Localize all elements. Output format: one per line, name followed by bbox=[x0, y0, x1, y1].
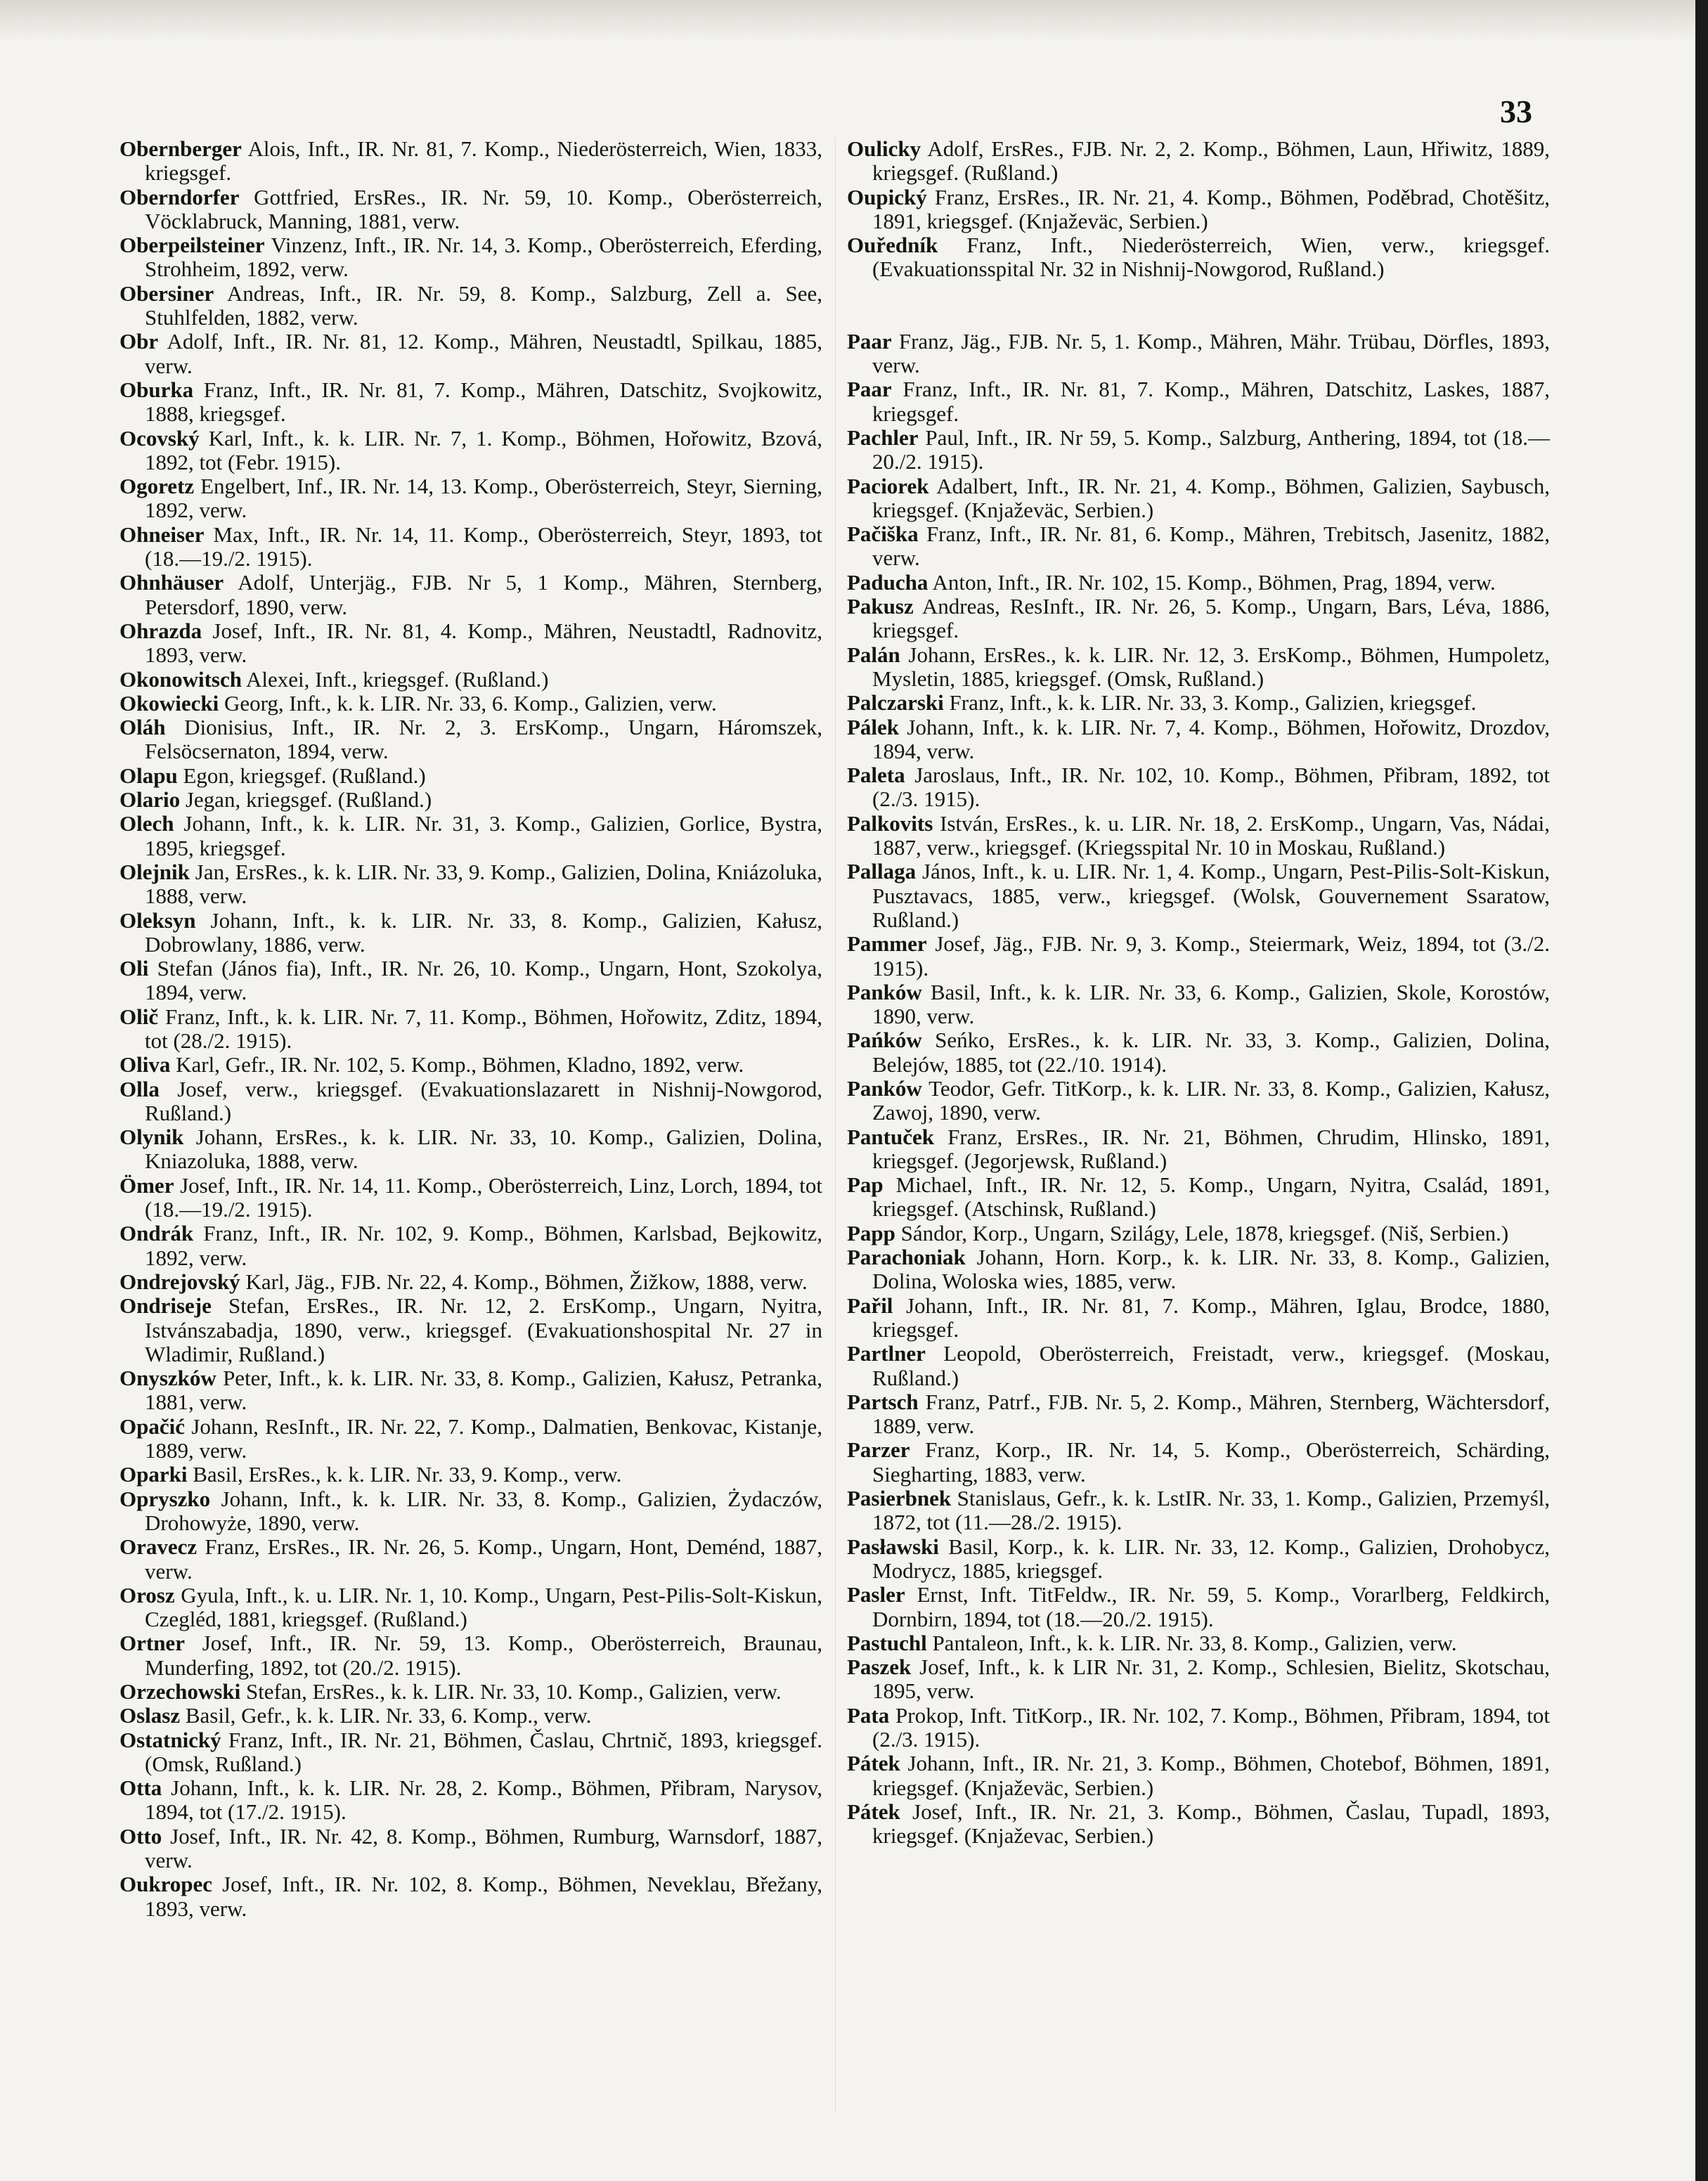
register-entry bbox=[847, 763, 1550, 812]
register-entry bbox=[119, 1704, 822, 1728]
entry-surname: Ogoretz bbox=[119, 474, 195, 499]
register-entry bbox=[119, 523, 822, 571]
entry-details: Basil, Gefr., k. k. LIR. Nr. 33, 6. Komp., verw. bbox=[185, 1703, 592, 1728]
entry-surname: Palán bbox=[847, 642, 900, 667]
entry-surname: Oberpeilsteiner bbox=[119, 233, 265, 258]
entry-surname: Pastuchl bbox=[847, 1630, 927, 1655]
register-entry bbox=[847, 812, 1550, 860]
entry-details: Adolf, ErsRes., FJB. Nr. 2, 2. Komp., Böhmen, Laun, Hřiwitz, 1889, kriegsgef. (Rußland.) bbox=[872, 136, 1550, 186]
entry-details: Michael, Inft., IR. Nr. 12, 5. Komp., Ungarn, Nyitra, Család, 1891, kriegsgef. (Atschinsk, Rußland.) bbox=[872, 1172, 1550, 1222]
register-entry bbox=[119, 812, 822, 860]
register-entry bbox=[119, 378, 822, 427]
entry-details: Josef, Jäg., FJB. Nr. 9, 3. Komp., Steiermark, Weiz, 1894, tot (3./2. 1915). bbox=[872, 931, 1551, 981]
entry-surname: Panków bbox=[847, 979, 922, 1004]
entry-surname: Pátek bbox=[847, 1751, 900, 1776]
register-entry bbox=[119, 427, 822, 475]
register-entry bbox=[119, 1872, 822, 1921]
entry-surname: Palkovits bbox=[847, 810, 933, 836]
entry-surname: Partsch bbox=[847, 1389, 919, 1414]
entry-details: Karl, Gefr., IR. Nr. 102, 5. Komp., Böhmen, Kladno, 1892, verw. bbox=[176, 1052, 744, 1077]
register-entry bbox=[847, 1222, 1550, 1245]
scan-top-edge bbox=[0, 0, 1708, 42]
entry-surname: Oravecz bbox=[119, 1534, 198, 1560]
entry-surname: Pammer bbox=[847, 931, 927, 957]
register-entry bbox=[847, 932, 1550, 981]
register-entry bbox=[847, 1245, 1550, 1294]
entry-surname: Orzechowski bbox=[119, 1679, 241, 1704]
entry-details: Franz, Jäg., FJB. Nr. 5, 1. Komp., Mähren, Mähr. Trübau, Dörfles, 1893, verw. bbox=[872, 328, 1551, 378]
entry-surname: Pakusz bbox=[847, 594, 914, 619]
entry-surname: Paleta bbox=[847, 763, 905, 788]
register-entry bbox=[119, 282, 822, 330]
register-entry bbox=[847, 1655, 1550, 1704]
register-entry bbox=[119, 1680, 822, 1704]
entry-details: Alexei, Inft., kriegsgef. (Rußland.) bbox=[246, 666, 549, 692]
entry-surname: Paar bbox=[847, 328, 892, 354]
register-entry bbox=[119, 764, 822, 788]
entry-details: Josef, Inft., k. k LIR Nr. 31, 2. Komp., Schlesien, Bielitz, Skotschau, 1895, verw. bbox=[872, 1655, 1551, 1704]
entry-details: Dionisius, Inft., IR. Nr. 2, 3. ErsKomp., Ungarn, Háromszek, Felsöcsernaton, 1894, verw. bbox=[145, 715, 822, 764]
entry-details: Josef, Inft., IR. Nr. 81, 4. Komp., Mähren, Neustadtl, Radnovitz, 1893, verw. bbox=[145, 618, 822, 668]
register-entry bbox=[847, 522, 1550, 571]
entry-surname: Ocovský bbox=[119, 425, 200, 451]
entry-details: Gyula, Inft., k. u. LIR. Nr. 1, 10. Komp., Ungarn, Pest-Pilis-Solt-Kiskun, Czegléd, 1881, kriegsgef. (Rußland.) bbox=[145, 1582, 823, 1632]
register-entry bbox=[119, 957, 822, 1005]
entry-surname: Olapu bbox=[119, 763, 178, 788]
entry-details: Josef, Inft., IR. Nr. 14, 11. Komp., Oberösterreich, Linz, Lorch, 1894, tot (18.—19./2. 1915). bbox=[145, 1172, 823, 1222]
register-entry bbox=[119, 619, 822, 668]
entry-details: Andreas, Inft., IR. Nr. 59, 8. Komp., Salzburg, Zell a. See, Stuhlfelden, 1882, verw. bbox=[145, 280, 822, 330]
entry-details: Karl, Jäg., FJB. Nr. 22, 4. Komp., Böhmen, Žižkow, 1888, verw. bbox=[245, 1269, 808, 1294]
entry-surname: Opryszko bbox=[119, 1486, 211, 1511]
entry-surname: Paszek bbox=[847, 1655, 912, 1680]
entry-surname: Oleksyn bbox=[119, 907, 196, 933]
register-entry bbox=[847, 595, 1550, 643]
entry-surname: Paciorek bbox=[847, 473, 929, 498]
entry-details: Peter, Inft., k. k. LIR. Nr. 33, 8. Komp., Galizien, Kałusz, Petranka, 1881, verw. bbox=[145, 1366, 822, 1415]
entry-surname: Ohneiser bbox=[119, 522, 205, 547]
entry-details: Franz, ErsRes., IR. Nr. 21, 4. Komp., Böhmen, Poděbrad, Chotěšitz, 1891, kriegsgef. (Knjaževäc, Serbien.) bbox=[872, 184, 1550, 233]
entry-details: Stanislaus, Gefr., k. k. LstIR. Nr. 33, 1. Komp., Galizien, Przemyśl, 1872, tot (11.—28./2. 1915). bbox=[872, 1486, 1550, 1535]
entry-details: Jan, ErsRes., k. k. LIR. Nr. 33, 9. Komp., Galizien, Dolina, Kniázoluka, 1888, verw. bbox=[145, 859, 822, 909]
register-entry bbox=[847, 1752, 1550, 1800]
entry-surname: Obr bbox=[119, 329, 159, 354]
entry-details: Franz, Patrf., FJB. Nr. 5, 2. Komp., Mähren, Sternberg, Wächtersdorf, 1889, verw. bbox=[872, 1389, 1551, 1439]
entry-details: Johann, Horn. Korp., k. k. LIR. Nr. 33, 8. Komp., Galizien, Dolina, Woloska wies, 1885, verw. bbox=[872, 1245, 1550, 1294]
entry-surname: Parachoniak bbox=[847, 1245, 966, 1270]
entry-details: Anton, Inft., IR. Nr. 102, 15. Komp., Böhmen, Prag, 1894, verw. bbox=[932, 569, 1496, 595]
entry-surname: Pap bbox=[847, 1172, 884, 1198]
register-entry bbox=[847, 860, 1550, 932]
column-divider bbox=[835, 137, 836, 2112]
entry-surname: Parzer bbox=[847, 1437, 910, 1463]
register-entry bbox=[847, 1704, 1550, 1752]
entry-details: Adolf, Inft., IR. Nr. 81, 12. Komp., Mähren, Neustadtl, Spilkau, 1885, verw. bbox=[145, 329, 822, 378]
register-entry bbox=[119, 1728, 822, 1777]
register-entry bbox=[119, 571, 822, 619]
entry-details: Basil, ErsRes., k. k. LIR. Nr. 33, 9. Komp., verw. bbox=[193, 1462, 622, 1487]
register-entry bbox=[847, 981, 1550, 1029]
entry-details: Franz, Inft., IR. Nr. 81, 7. Komp., Mähren, Datschitz, Svojkowitz, 1888, kriegsgef. bbox=[145, 377, 823, 427]
register-entry bbox=[119, 330, 822, 378]
entry-surname: Oslasz bbox=[119, 1703, 181, 1728]
register-entry bbox=[119, 474, 822, 523]
entry-details: Josef, Inft., IR. Nr. 21, 3. Komp., Böhmen, Časlau, Tupadl, 1893, kriegsgef. (Knjaževac, Serbien.) bbox=[872, 1799, 1550, 1849]
entry-surname: Pallaga bbox=[847, 859, 917, 884]
entry-details: Johann, Inft., k. k. LIR. Nr. 31, 3. Komp., Galizien, Gorlice, Bystra, 1895, kriegsgef. bbox=[145, 811, 822, 860]
register-entry bbox=[847, 330, 1550, 378]
entry-surname: Oparki bbox=[119, 1462, 188, 1487]
register-entry bbox=[119, 716, 822, 764]
register-entry bbox=[847, 1390, 1550, 1439]
entry-surname: Ohrazda bbox=[119, 618, 202, 643]
register-entry bbox=[119, 788, 822, 812]
register-entry bbox=[847, 1487, 1550, 1535]
right-column-o-section bbox=[847, 137, 1550, 282]
register-entry bbox=[847, 426, 1550, 474]
register-entry bbox=[847, 1294, 1550, 1342]
register-entry bbox=[119, 1222, 822, 1270]
entry-details: Franz, Korp., IR. Nr. 14, 5. Komp., Oberösterreich, Schärding, Siegharting, 1883, verw. bbox=[872, 1437, 1551, 1487]
entry-surname: Obernberger bbox=[119, 136, 242, 161]
register-entry bbox=[119, 186, 822, 234]
entry-surname: Pańków bbox=[847, 1028, 922, 1053]
register-entry bbox=[119, 1294, 822, 1366]
entry-details: Stefan, ErsRes., k. k. LIR. Nr. 33, 10. Komp., Galizien, verw. bbox=[245, 1679, 782, 1704]
entry-details: Max, Inft., IR. Nr. 14, 11. Komp., Oberösterreich, Steyr, 1893, tot (18.—19./2. 1915). bbox=[145, 522, 822, 571]
entry-surname: Oli bbox=[119, 956, 149, 981]
left-column bbox=[119, 137, 822, 1921]
register-entry bbox=[847, 691, 1550, 715]
register-entry bbox=[119, 1487, 822, 1536]
register-entry bbox=[847, 643, 1550, 692]
entry-details: Gottfried, ErsRes., IR. Nr. 59, 10. Komp., Oberösterreich, Vöcklabruck, Manning, 1881, verw. bbox=[145, 184, 823, 233]
register-entry bbox=[119, 137, 822, 186]
entry-surname: Pátek bbox=[847, 1799, 900, 1824]
entry-surname: Otto bbox=[119, 1823, 162, 1849]
entry-details: Franz, Inft., k. k. LIR. Nr. 33, 3. Komp., Galizien, kriegsgef. bbox=[949, 690, 1477, 716]
entry-surname: Pachler bbox=[847, 425, 919, 450]
entry-details: Karl, Inft., k. k. LIR. Nr. 7, 1. Komp., Böhmen, Hořowitz, Bzová, 1892, tot (Febr. 1915). bbox=[145, 425, 823, 474]
entry-surname: Palczarski bbox=[847, 690, 944, 716]
entry-surname: Partlner bbox=[847, 1341, 926, 1366]
entry-details: Jaroslaus, Inft., IR. Nr. 102, 10. Komp., Böhmen, Přibram, 1892, tot (2./3. 1915). bbox=[872, 763, 1550, 812]
entry-details: Pantaleon, Inft., k. k. LIR. Nr. 33, 8. Komp., Galizien, verw. bbox=[932, 1630, 1457, 1655]
entry-surname: Pantuček bbox=[847, 1124, 934, 1149]
register-entry bbox=[119, 1415, 822, 1463]
entry-surname: Onyszków bbox=[119, 1366, 216, 1391]
register-entry bbox=[847, 474, 1550, 523]
entry-surname: Olario bbox=[119, 787, 181, 813]
register-entry bbox=[847, 1631, 1550, 1655]
entry-surname: Ohnhäuser bbox=[119, 570, 224, 595]
entry-surname: Pařil bbox=[847, 1293, 893, 1318]
register-entry bbox=[847, 186, 1550, 234]
entry-details: Paul, Inft., IR. Nr 59, 5. Komp., Salzburg, Anthering, 1894, tot (18.—20./2. 1915). bbox=[872, 425, 1550, 474]
entry-details: Basil, Korp., k. k. LIR. Nr. 33, 12. Komp., Galizien, Drohobycz, Modrycz, 1885, kriegsgef. bbox=[872, 1534, 1551, 1583]
entry-details: Leopold, Oberösterreich, Freistadt, verw., kriegsgef. (Moskau, Rußland.) bbox=[872, 1341, 1550, 1390]
register-entry bbox=[119, 1776, 822, 1825]
register-entry bbox=[847, 1028, 1550, 1077]
entry-details: Franz, Inft., IR. Nr. 81, 6. Komp., Mähren, Trebitsch, Jasenitz, 1882, verw. bbox=[872, 522, 1551, 571]
register-entry bbox=[119, 1631, 822, 1680]
entry-surname: Oulicky bbox=[847, 136, 921, 161]
entry-surname: Olech bbox=[119, 811, 174, 836]
entry-surname: Olla bbox=[119, 1076, 160, 1101]
register-entry bbox=[847, 1583, 1550, 1631]
entry-details: Josef, Inft., IR. Nr. 102, 8. Komp., Böhmen, Neveklau, Břežany, 1893, verw. bbox=[145, 1872, 823, 1921]
entry-surname: Paar bbox=[847, 377, 892, 402]
register-entry bbox=[119, 1077, 822, 1126]
entry-details: Adalbert, Inft., IR. Nr. 21, 4. Komp., Böhmen, Galizien, Saybusch, kriegsgef. (Knjaževäc, Serbien.) bbox=[872, 473, 1550, 522]
section-gap bbox=[847, 282, 1550, 330]
register-entry bbox=[847, 1438, 1550, 1487]
register-entry bbox=[847, 1077, 1550, 1125]
register-entry bbox=[847, 716, 1550, 764]
entry-details: Franz, ErsRes., IR. Nr. 26, 5. Komp., Ungarn, Hont, Deménd, 1887, verw. bbox=[145, 1534, 822, 1584]
register-entry bbox=[119, 1270, 822, 1294]
entry-details: Johann, Inft., k. k. LIR. Nr. 28, 2. Komp., Böhmen, Přibram, Narysov, 1894, tot (17./2. 1915). bbox=[145, 1775, 823, 1825]
register-entry bbox=[119, 1053, 822, 1077]
entry-surname: Oupický bbox=[847, 184, 927, 209]
entry-surname: Panków bbox=[847, 1075, 922, 1101]
entry-surname: Opačić bbox=[119, 1413, 185, 1439]
entry-details: Teodor, Gefr. TitKorp., k. k. LIR. Nr. 33, 8. Komp., Galizien, Kałusz, Zawoj, 1890, verw. bbox=[872, 1075, 1550, 1125]
entry-surname: Orosz bbox=[119, 1582, 175, 1607]
entry-details: Sándor, Korp., Ungarn, Szilágy, Lele, 1878, kriegsgef. (Niš, Serbien.) bbox=[900, 1220, 1509, 1245]
register-entry bbox=[847, 1800, 1550, 1849]
entry-surname: Ostatnický bbox=[119, 1727, 221, 1752]
register-entry bbox=[119, 1463, 822, 1487]
entry-details: Johann, ErsRes., k. k. LIR. Nr. 33, 10. Komp., Galizien, Dolina, Kniazoluka, 1888, verw. bbox=[145, 1125, 822, 1174]
register-entry bbox=[119, 668, 822, 692]
register-entry bbox=[847, 1342, 1550, 1390]
entry-details: Franz, Inft., IR. Nr. 81, 7. Komp., Mähren, Datschitz, Laskes, 1887, kriegsgef. bbox=[872, 377, 1550, 426]
register-entry bbox=[119, 233, 822, 282]
entry-surname: Ömer bbox=[119, 1172, 174, 1198]
entry-details: János, Inft., k. u. LIR. Nr. 1, 4. Komp., Ungarn, Pest-Pilis-Solt-Kiskun, Pusztavacs, 1885, verw., kriegsgef. (Wolsk, Gouvernement Ssaratow, Rußland.) bbox=[872, 859, 1551, 932]
entry-details: Josef, verw., kriegsgef. (Evakuationslazarett in Nishnij-Nowgorod, Rußland.) bbox=[145, 1076, 822, 1125]
entry-details: Prokop, Inft. TitKorp., IR. Nr. 102, 7. Komp., Böhmen, Přibram, 1894, tot (2./3. 1915). bbox=[872, 1702, 1550, 1752]
entry-details: Andreas, ResInft., IR. Nr. 26, 5. Komp., Ungarn, Bars, Léva, 1886, kriegsgef. bbox=[872, 594, 1550, 643]
entry-details: Georg, Inft., k. k. LIR. Nr. 33, 6. Komp., Galizien, verw. bbox=[224, 690, 717, 716]
register-entry bbox=[119, 1825, 822, 1873]
page-number: 33 bbox=[1500, 93, 1532, 129]
register-entry bbox=[119, 1584, 822, 1632]
entry-surname: Okowiecki bbox=[119, 690, 219, 716]
entry-surname: Oláh bbox=[119, 715, 166, 740]
entry-surname: Olejnik bbox=[119, 859, 190, 884]
register-entry bbox=[119, 1125, 822, 1174]
entry-details: Basil, Inft., k. k. LIR. Nr. 33, 6. Komp., Galizien, Skole, Korostów, 1890, verw. bbox=[872, 979, 1550, 1029]
entry-surname: Pálek bbox=[847, 714, 900, 739]
right-column bbox=[847, 137, 1550, 1848]
entry-details: Josef, Inft., IR. Nr. 42, 8. Komp., Böhmen, Rumburg, Warnsdorf, 1887, verw. bbox=[145, 1823, 822, 1873]
entry-details: Vinzenz, Inft., IR. Nr. 14, 3. Komp., Oberösterreich, Eferding, Strohheim, 1892, verw. bbox=[145, 233, 822, 282]
register-entry bbox=[119, 860, 822, 909]
entry-surname: Pasierbnek bbox=[847, 1486, 952, 1511]
register-entry bbox=[847, 1125, 1550, 1174]
entry-surname: Okonowitsch bbox=[119, 666, 242, 692]
entry-details: Stefan, ErsRes., IR. Nr. 12, 2. ErsKomp., Ungarn, Nyitra, Istvánszabadja, 1890, verw., kriegsgef. (Evakuationshospital Nr. 27 in Wladimir, Rußland.) bbox=[145, 1293, 822, 1366]
right-column-p-section bbox=[847, 330, 1550, 1849]
entry-details: Johann, Inft., k. k. LIR. Nr. 7, 4. Komp., Böhmen, Hořowitz, Drozdov, 1894, verw. bbox=[872, 714, 1551, 763]
entry-surname: Pasławski bbox=[847, 1534, 939, 1559]
entry-surname: Ondrejovský bbox=[119, 1269, 240, 1294]
entry-surname: Oukropec bbox=[119, 1872, 213, 1897]
entry-surname: Oberndorfer bbox=[119, 184, 240, 209]
entry-surname: Oburka bbox=[119, 377, 194, 402]
entry-surname: Olynik bbox=[119, 1125, 184, 1150]
entry-surname: Obersiner bbox=[119, 280, 214, 306]
entry-surname: Ortner bbox=[119, 1631, 185, 1656]
entry-details: Engelbert, Inf., IR. Nr. 14, 13. Komp., Oberösterreich, Steyr, Sierning, 1892, verw. bbox=[145, 474, 823, 523]
scan-right-edge bbox=[1695, 0, 1708, 2181]
entry-details: Stefan (János fia), Inft., IR. Nr. 26, 10. Komp., Ungarn, Hont, Szokolya, 1894, verw. bbox=[145, 956, 823, 1005]
entry-details: Alois, Inft., IR. Nr. 81, 7. Komp., Niederösterreich, Wien, 1833, kriegsgef. bbox=[145, 136, 822, 186]
entry-details: Franz, ErsRes., IR. Nr. 21, Böhmen, Chrudim, Hlinsko, 1891, kriegsgef. (Jegorjewsk, Rußland.) bbox=[872, 1124, 1551, 1173]
entry-details: Josef, Inft., IR. Nr. 59, 13. Komp., Oberösterreich, Braunau, Munderfing, 1892, tot (20./2. 1915). bbox=[145, 1631, 822, 1680]
entry-surname: Ondrák bbox=[119, 1221, 194, 1246]
entry-details: Johann, Inft., k. k. LIR. Nr. 33, 8. Komp., Galizien, Kałusz, Dobrowlany, 1886, verw. bbox=[145, 907, 823, 957]
entry-surname: Otta bbox=[119, 1775, 162, 1801]
entry-details: Franz, Inft., IR. Nr. 21, Böhmen, Časlau, Chrtnič, 1893, kriegsgef. (Omsk, Rußland.) bbox=[145, 1727, 823, 1776]
entry-details: Johann, Inft., IR. Nr. 21, 3. Komp., Böhmen, Chotebof, Böhmen, 1891, kriegsgef. (Knjaževäc, Serbien.) bbox=[872, 1751, 1551, 1800]
entry-surname: Papp bbox=[847, 1220, 895, 1245]
entry-surname: Pata bbox=[847, 1702, 890, 1728]
entry-surname: Ondriseje bbox=[119, 1293, 212, 1319]
register-entry bbox=[119, 1366, 822, 1415]
entry-surname: Paducha bbox=[847, 569, 929, 595]
register-entry bbox=[847, 1173, 1550, 1222]
entry-details: István, ErsRes., k. u. LIR. Nr. 18, 2. ErsKomp., Ungarn, Vas, Nádai, 1887, verw., kriegsgef. (Kriegsspital Nr. 10 in Moskau, Rußland.) bbox=[872, 810, 1551, 860]
entry-details: Jegan, kriegsgef. (Rußland.) bbox=[185, 787, 432, 813]
register-entry bbox=[847, 1535, 1550, 1584]
register-entry bbox=[119, 1174, 822, 1222]
register-entry bbox=[847, 377, 1550, 426]
entry-details: Franz, Inft., k. k. LIR. Nr. 7, 11. Komp., Böhmen, Hořowitz, Zditz, 1894, tot (28./2. 1915). bbox=[145, 1004, 822, 1053]
entry-surname: Pasler bbox=[847, 1582, 905, 1607]
register-entry bbox=[119, 1535, 822, 1584]
entry-details: Ernst, Inft. TitFeldw., IR. Nr. 59, 5. Komp., Vorarlberg, Feldkirch, Dornbirn, 1894, tot (18.—20./2. 1915). bbox=[872, 1582, 1551, 1631]
register-entry bbox=[847, 233, 1550, 282]
entry-details: Johann, Inft., k. k. LIR. Nr. 33, 8. Komp., Galizien, Żydaczów, Drohowyże, 1890, verw. bbox=[145, 1486, 822, 1535]
entry-surname: Olič bbox=[119, 1004, 159, 1029]
entry-details: Johann, ErsRes., k. k. LIR. Nr. 12, 3. ErsKomp., Böhmen, Humpoletz, Mysletin, 1885, kriegsgef. (Omsk, Rußland.) bbox=[872, 642, 1551, 691]
entry-details: Franz, Inft., IR. Nr. 102, 9. Komp., Böhmen, Karlsbad, Bejkowitz, 1892, verw. bbox=[145, 1221, 823, 1270]
entry-surname: Oliva bbox=[119, 1052, 171, 1077]
entry-details: Johann, ResInft., IR. Nr. 22, 7. Komp., Dalmatien, Benkovac, Kistanje, 1889, verw. bbox=[145, 1413, 823, 1463]
register-entry bbox=[119, 909, 822, 957]
register-entry bbox=[847, 571, 1550, 595]
entry-details: Seńko, ErsRes., k. k. LIR. Nr. 33, 3. Komp., Galizien, Dolina, Belejów, 1885, tot (22./10. 1914). bbox=[872, 1028, 1551, 1077]
entry-details: Egon, kriegsgef. (Rußland.) bbox=[183, 763, 426, 788]
register-entry bbox=[847, 137, 1550, 186]
register-entry bbox=[119, 692, 822, 716]
register-entry bbox=[119, 1005, 822, 1054]
entry-surname: Pačiška bbox=[847, 522, 919, 547]
entry-details: Adolf, Unterjäg., FJB. Nr 5, 1 Komp., Mähren, Sternberg, Petersdorf, 1890, verw. bbox=[145, 570, 822, 619]
entry-surname: Ouředník bbox=[847, 233, 938, 258]
entry-details: Johann, Inft., IR. Nr. 81, 7. Komp., Mähren, Iglau, Brodce, 1880, kriegsgef. bbox=[872, 1293, 1551, 1342]
entry-details: Franz, Inft., Niederösterreich, Wien, verw., kriegsgef. (Evakuationsspital Nr. 32 in Nishnij-Nowgorod, Rußland.) bbox=[872, 233, 1550, 282]
